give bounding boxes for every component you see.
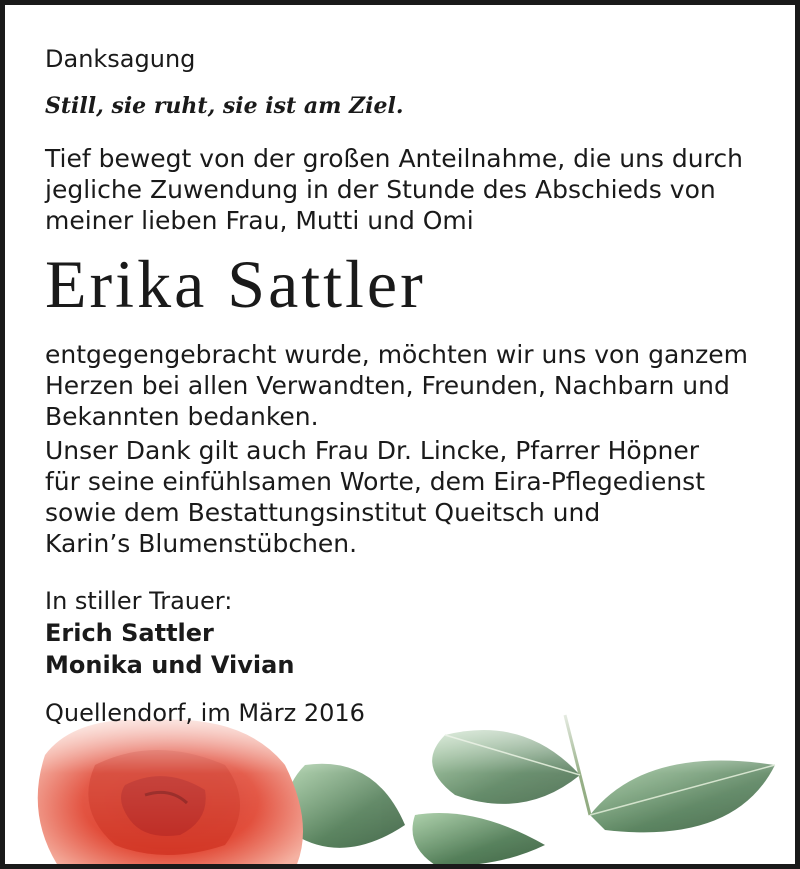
thanks-line: entgegengebracht wurde, möchten wir uns von ganzem — [45, 340, 748, 369]
deceased-name: Erika Sattler — [45, 246, 426, 322]
notice-motto: Still, sie ruht, sie ist am Ziel. — [45, 93, 404, 119]
mourning-label: In stiller Trauer: — [45, 587, 233, 615]
special-thanks-line: für seine einfühlsamen Worte, dem Eira-Pflegedienst — [45, 467, 706, 496]
mourner-name: Erich Sattler — [45, 619, 214, 647]
thanks-line: Herzen bei allen Verwandten, Freunden, Nachbarn und — [45, 371, 730, 400]
intro-line: Tief bewegt von der großen Anteilnahme, die uns durch — [45, 144, 743, 173]
notice-heading: Danksagung — [45, 45, 196, 73]
place-date: Quellendorf, im März 2016 — [45, 699, 365, 727]
special-thanks-line: Karin’s Blumenstübchen. — [45, 529, 358, 558]
intro-line: jegliche Zuwendung in der Stunde des Abschieds von — [45, 175, 716, 204]
special-thanks-line: Unser Dank gilt auch Frau Dr. Lincke, Pfarrer Höpner — [45, 436, 700, 465]
intro-line: meiner lieben Frau, Mutti und Omi — [45, 206, 474, 235]
special-thanks-line: sowie dem Bestattungsinstitut Queitsch und — [45, 498, 601, 527]
mourner-name: Monika und Vivian — [45, 651, 295, 679]
thanks-line: Bekannten bedanken. — [45, 402, 319, 431]
